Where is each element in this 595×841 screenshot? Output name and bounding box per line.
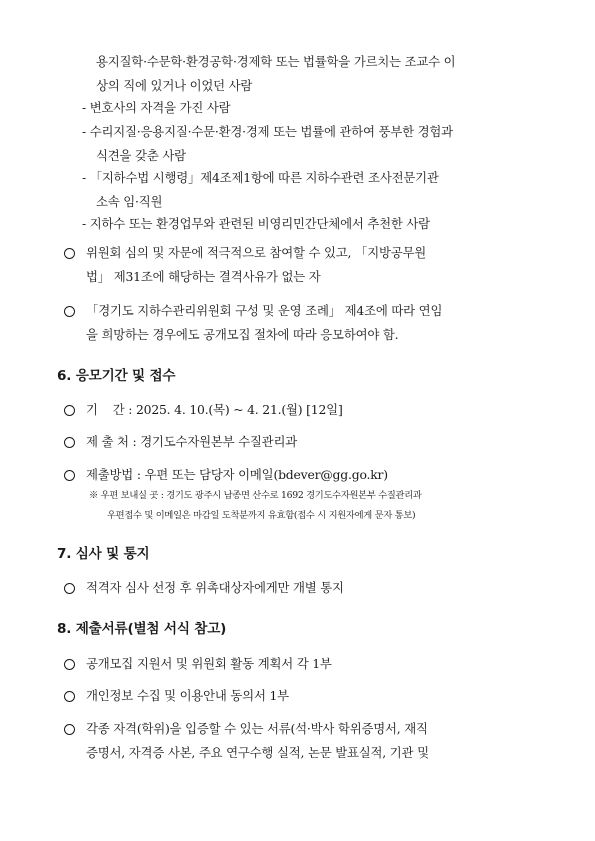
mailing-note-line-2: 우편접수 및 이메일은 마감일 도착분까지 유효함(접수 시 지원자에게 문자 통보) [107,510,416,521]
qualification-lawyer: - 변호사의 자격을 가진 사람 [82,100,231,115]
document-application-form: 공개모집 지원서 및 위원회 활동 계획서 각 1부 [86,656,332,671]
circle-bullet-icon [64,724,75,735]
application-period: 기 간 : 2025. 4. 10.(목) ~ 4. 21.(월) [12일] [86,402,343,417]
circle-bullet-icon [64,405,75,416]
qualification-expert-line-1: - 수리지질·응용지질·수문·환경·경제 또는 법률에 관하여 풍부한 경험과 [82,124,453,139]
qualification-expert-line-2: 식견을 갖춘 사람 [96,148,186,163]
circle-bullet-icon [64,248,75,259]
document-qualification-proof-line-1: 각종 자격(학위)을 입증할 수 있는 서류(석·박사 학위증명서, 재직 [86,721,428,736]
review-notification: 적격자 심사 선정 후 위촉대상자에게만 개별 통지 [86,580,344,595]
condition-participation-line-1: 위원회 심의 및 자문에 적극적으로 참여할 수 있고, 「지방공무원 [86,245,427,260]
submission-method: 제출방법 : 우편 또는 담당자 이메일(bdever@gg.go.kr) [86,467,388,482]
submission-place: 제 출 처 : 경기도수자원본부 수질관리과 [86,434,297,449]
qualification-ngo: - 지하수 또는 환경업무와 관련된 비영리민간단체에서 추천한 사람 [82,216,430,231]
qualification-decree-line-2: 소속 임·직원 [96,194,163,209]
document-qualification-proof-line-2: 증명서, 자격증 사본, 주요 연구수행 실적, 논문 발표실적, 기관 및 [86,745,429,760]
qualification-professor-line-2: 상의 직에 있거나 이었던 사람 [96,78,253,93]
document-privacy-consent: 개인정보 수집 및 이용안내 동의서 1부 [86,688,289,703]
circle-bullet-icon [64,306,75,317]
circle-bullet-icon [64,659,75,670]
condition-reappointment-line-2: 을 희망하는 경우에도 공개모집 절차에 따라 응모하여야 함. [86,327,399,342]
circle-bullet-icon [64,470,75,481]
condition-participation-line-2: 법」 제31조에 해당하는 결격사유가 없는 자 [86,269,321,284]
qualification-decree-line-1: - 「지하수법 시행령」제4조제1항에 따른 지하수관련 조사전문기관 [82,170,439,185]
condition-reappointment-line-1: 「경기도 지하수관리위원회 구성 및 운영 조례」 제4조에 따라 연임 [86,303,443,318]
section-7-heading: 7. 심사 및 통지 [57,546,150,562]
circle-bullet-icon [64,437,75,448]
qualification-professor-line-1: 용지질학·수문학·환경공학·경제학 또는 법률학을 가르치는 조교수 이 [96,54,456,69]
circle-bullet-icon [64,583,75,594]
circle-bullet-icon [64,691,75,702]
mailing-note-line-1: ※ 우편 보내실 곳 : 경기도 광주시 남종면 산수로 1692 경기도수자원본부 수질관리과 [89,490,422,501]
section-6-heading: 6. 응모기간 및 접수 [57,368,176,384]
section-8-heading: 8. 제출서류(별첨 서식 참고) [57,621,227,637]
